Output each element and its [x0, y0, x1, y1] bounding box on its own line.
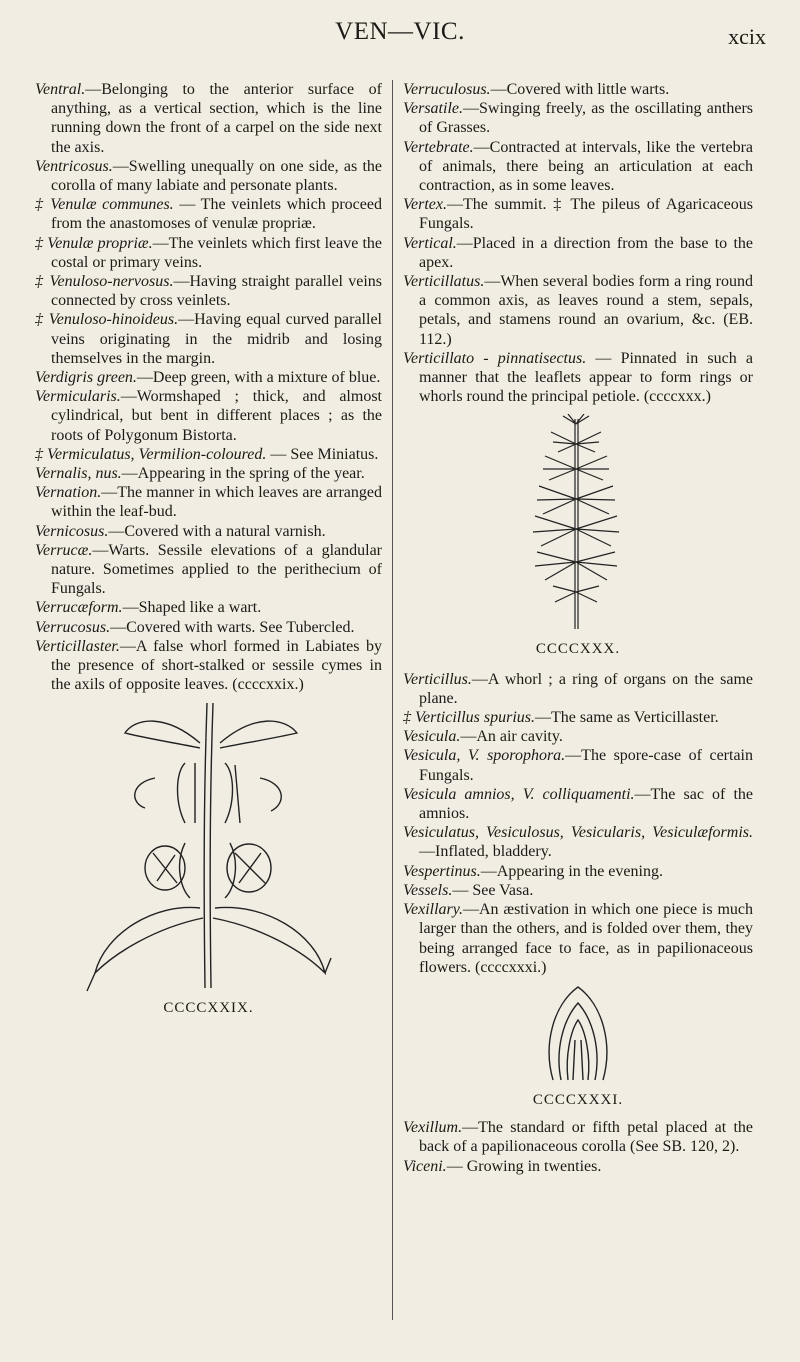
glossary-entry: [403, 1118, 753, 1156]
entry-term: Verdigris green.: [35, 369, 137, 387]
figure-caption: CCCCXXIX.: [163, 999, 254, 1016]
entry-term: Verruculosus.: [403, 81, 491, 98]
entry-term: Vernation.: [35, 484, 102, 502]
entry-definition: — Pinnated in such a manner that the leaflets appear to form rings or whorls round the principal petiole. (ccccxxx.): [419, 349, 753, 406]
entry-definition: —Swelling unequally on one side, as the corolla of many labiate and personate plants.: [51, 157, 382, 195]
entry-term: ‡ Venulæ propriæ.: [35, 234, 153, 252]
glossary-entry: [35, 541, 382, 599]
glossary-entry: [403, 670, 753, 708]
entry-term: Verticillus.: [403, 670, 472, 688]
vexillary-flower-illustration: [403, 985, 753, 1085]
entry-definition: —Wormshaped ; thick, and almost cylindrical, but bent in different places ; as the roots of Polygonum Bistorta.: [51, 388, 382, 444]
entry-definition: —The same as Verticillaster.: [535, 709, 719, 727]
figure-vexillary: [403, 985, 753, 1110]
entry-definition: —The spore-case of certain Fungals.: [419, 747, 753, 784]
left-entry-list: [35, 80, 382, 695]
entry-term: Vexillum.: [403, 1119, 463, 1137]
entry-term: ‡ Venuloso-hinoideus.: [35, 311, 179, 329]
glossary-entry: [35, 464, 382, 483]
entry-definition: —Swinging freely, as the oscillating anthers of Grasses.: [419, 100, 753, 137]
entry-term: Versatile.: [403, 100, 463, 118]
glossary-entry: [35, 368, 382, 387]
glossary-entry: [35, 157, 382, 195]
glossary-entry: [35, 483, 382, 521]
entry-term: Verrucosus.: [35, 618, 111, 636]
glossary-entry: [403, 99, 753, 137]
entry-definition: —The manner in which leaves are arranged within the leaf-bud.: [51, 484, 382, 521]
glossary-entry: [403, 1157, 753, 1176]
figure-verticillaster: [35, 703, 382, 1018]
entry-term: ‡ Venuloso-nervosus.: [35, 273, 174, 291]
glossary-entry: [403, 138, 753, 196]
entry-term: Vesiculatus, Vesiculosus, Vesicularis, Vesiculæformis.: [403, 824, 753, 842]
entry-term: Viceni.: [403, 1157, 447, 1175]
entry-term: Vernicosus.: [35, 522, 109, 540]
entry-definition: —Shaped like a wart.: [122, 599, 262, 617]
entry-definition: —Having equal curved parallel veins originating in the midrib and losing themselves in the margin.: [51, 311, 382, 367]
figure-caption: CCCCXXX.: [535, 641, 621, 658]
entry-definition: —A false whorl formed in Labiates by the presence of short-stalked or sessile cymes in the axils of opposite leaves. (ccccxxix.): [51, 637, 382, 694]
entry-term: Vertical.: [403, 234, 457, 252]
entry-definition: — See Miniatus.: [266, 445, 379, 463]
right-entry-list-mid: [403, 670, 753, 977]
entry-term: Vesicula amnios, V. colliquamenti.: [403, 785, 635, 803]
glossary-entry: [35, 618, 382, 637]
glossary-entry: [35, 272, 382, 310]
glossary-entry: [403, 746, 753, 784]
page-header: [0, 18, 800, 58]
entry-definition: —An æstivation in which one piece is much larger than the others, and is folded over them, they being arranged face to face, as in papilionaceous flowers. (ccccxxxi.): [419, 901, 753, 976]
left-column: [35, 80, 382, 1018]
entry-definition: —Warts. Sessile elevations of a glandular nature. Sometimes applied to the perithecium of Fungals.: [51, 541, 382, 598]
entry-term: ‡ Venulæ communes.: [35, 196, 174, 214]
entry-term: ‡ Verticillus spurius.: [403, 709, 536, 727]
glossary-entry: [35, 387, 382, 445]
entry-term: Vernalis, nus.: [35, 465, 122, 483]
entry-definition: —Contracted at intervals, like the vertebra of animals, there being an articulation at each contraction, as in some leaves.: [419, 138, 753, 195]
entry-term: Vessels.: [403, 881, 453, 899]
entry-definition: —The veinlets which first leave the costal or primary veins.: [51, 234, 383, 271]
entry-definition: —Belonging to the anterior surface of anything, as a vertical section, which is the line running down the front of a carpel on the side next the axis.: [51, 81, 382, 156]
glossary-entry: [403, 80, 753, 99]
glossary-entry: [403, 727, 753, 746]
entry-definition: — See Vasa.: [452, 881, 534, 899]
glossary-entry: [403, 881, 753, 900]
glossary-entry: [35, 310, 382, 368]
glossary-entry: [403, 195, 753, 233]
glossary-entry: [403, 349, 753, 407]
entry-term: Vesicula, V. sporophora.: [403, 747, 566, 765]
entry-term: Verticillato - pinnatisectus.: [403, 349, 587, 367]
entry-term: Vexillary.: [403, 901, 463, 919]
glossary-entry: [403, 708, 753, 727]
glossary-entry: [35, 234, 382, 272]
glossary-entry: [403, 823, 753, 861]
glossary-entry: [403, 862, 753, 881]
entry-term: ‡ Vermiculatus, Vermilion-coloured.: [35, 445, 267, 463]
entry-definition: —Covered with a natural varnish.: [108, 522, 326, 540]
entry-definition: —A whorl ; a ring of organs on the same plane.: [419, 670, 753, 707]
glossary-entry: [35, 445, 382, 464]
figure-caption: CCCCXXXI.: [532, 1091, 624, 1108]
entry-definition: —Placed in a direction from the base to the apex.: [419, 234, 753, 271]
entry-term: Vertex.: [403, 196, 447, 214]
glossary-entry: [35, 598, 382, 617]
entry-term: Verticillaster.: [35, 637, 120, 655]
column-divider: [392, 80, 393, 1320]
entry-term: Verrucæ.: [35, 541, 93, 559]
entry-definition: —Appearing in the spring of the year.: [121, 465, 365, 483]
entry-definition: — The veinlets which proceed from the anastomoses of venulæ propriæ.: [51, 196, 382, 233]
glossary-entry: [403, 900, 753, 977]
page-number: xcix: [728, 24, 766, 49]
glossary-entry: [403, 234, 753, 272]
entry-definition: —An air cavity.: [460, 728, 563, 746]
entry-definition: —Inflated, bladdery.: [419, 843, 552, 861]
entry-term: Vermicularis.: [35, 388, 121, 406]
entry-term: Vesicula.: [403, 728, 461, 746]
entry-term: Ventricosus.: [35, 157, 113, 175]
entry-definition: —Appearing in the evening.: [480, 862, 663, 880]
pinnatisect-leaf-illustration: [403, 414, 753, 634]
entry-term: Vespertinus.: [403, 862, 481, 880]
glossary-entry: [35, 80, 382, 157]
running-head: VEN—VIC.: [335, 18, 465, 45]
entry-definition: — Growing in twenties.: [446, 1157, 602, 1175]
figure-pinnatisect: [403, 414, 753, 659]
entry-definition: —Deep green, with a mixture of blue.: [136, 369, 381, 387]
entry-term: Ventral.: [35, 81, 86, 98]
entry-definition: —Having straight parallel veins connected by cross veinlets.: [51, 273, 382, 310]
glossary-entry: [35, 522, 382, 541]
entry-term: Verticillatus.: [403, 273, 485, 291]
entry-definition: —When several bodies form a ring round a common axis, as leaves round a stem, sepals, petals, and stamens round an ovarium, &c. (EB. 112.): [419, 273, 753, 348]
verticillaster-illustration: [35, 703, 382, 993]
entry-definition: —The standard or fifth petal placed at the back of a papilionaceous corolla (See SB. 120, 2).: [419, 1119, 753, 1156]
glossary-entry: [35, 195, 382, 233]
entry-definition: —Covered with little warts.: [490, 81, 670, 98]
entry-term: Verrucæform.: [35, 599, 123, 617]
glossary-entry: [403, 785, 753, 823]
glossary-entry: [35, 637, 382, 695]
entry-definition: —The sac of the amnios.: [419, 785, 753, 823]
right-column: [403, 80, 753, 1176]
glossary-entry: [403, 272, 753, 349]
entry-definition: —The summit. ‡ The pileus of Agaricaceous Fungals.: [419, 196, 753, 233]
right-entry-list-bottom: [403, 1118, 753, 1176]
entry-term: Vertebrate.: [403, 138, 474, 156]
entry-definition: —Covered with warts. See Tubercled.: [110, 618, 355, 636]
